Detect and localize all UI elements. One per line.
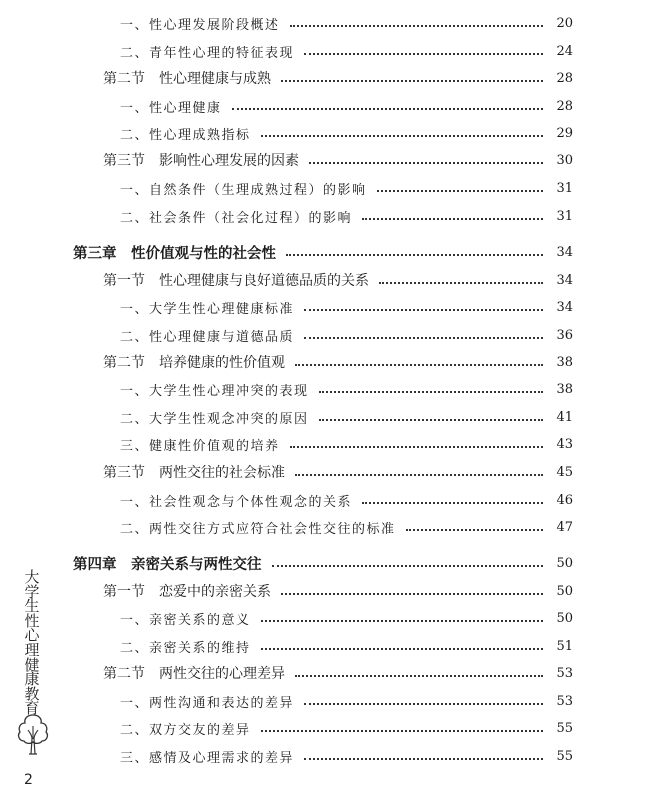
toc-entry-chapter bbox=[73, 241, 573, 263]
toc-page-number: 20 bbox=[556, 15, 573, 31]
toc-entry-subsection bbox=[120, 489, 573, 511]
toc-entry-title: 三、健康性价值观的培养 bbox=[120, 438, 280, 454]
toc-entry-subsection bbox=[120, 40, 573, 62]
toc-entry-subsection bbox=[120, 607, 573, 629]
toc-entry-title: 第三节 两性交往的社会标准 bbox=[103, 465, 285, 481]
toc-leader-dots bbox=[295, 474, 543, 476]
toc-entry-subsection bbox=[120, 717, 573, 739]
toc-entry-section bbox=[103, 662, 573, 684]
toc-entry-title: 二、两性交往方式应符合社会性交往的标准 bbox=[120, 521, 396, 537]
toc-leader-dots bbox=[232, 108, 543, 110]
book-title-char: 生 bbox=[24, 597, 40, 616]
book-title-char: 性 bbox=[24, 611, 40, 630]
toc-leader-dots bbox=[319, 391, 543, 393]
book-title-char: 学 bbox=[24, 582, 40, 601]
toc-entry-subsection bbox=[120, 122, 573, 144]
toc-leader-dots bbox=[261, 135, 543, 137]
toc-entry-subsection bbox=[120, 324, 573, 346]
toc-page-number: 51 bbox=[556, 638, 573, 654]
toc-entry-title: 一、大学生性心理健康标准 bbox=[120, 301, 295, 317]
toc-entry-title: 三、感情及心理需求的差异 bbox=[120, 750, 295, 766]
toc-entry-title: 一、性心理健康 bbox=[120, 100, 222, 116]
toc-leader-dots bbox=[295, 675, 543, 677]
toc-entry-title: 二、社会条件（社会化过程）的影响 bbox=[120, 210, 353, 226]
toc-page-number: 43 bbox=[556, 436, 573, 452]
toc-leader-dots bbox=[290, 25, 543, 27]
toc-entry-subsection bbox=[120, 690, 573, 712]
toc-page-number: 38 bbox=[556, 354, 573, 370]
toc-leader-dots bbox=[286, 254, 543, 256]
book-title-char: 理 bbox=[24, 640, 40, 659]
book-title-char: 心 bbox=[24, 626, 40, 645]
toc-entry-title: 第二节 培养健康的性价值观 bbox=[103, 355, 285, 371]
toc-entry-title: 二、双方交友的差异 bbox=[120, 722, 251, 738]
toc-entry-subsection bbox=[120, 95, 573, 117]
toc-entry-section bbox=[103, 580, 573, 602]
toc-entry-title: 第三章 性价值观与性的社会性 bbox=[73, 245, 276, 262]
toc-page-number: 50 bbox=[556, 610, 573, 626]
toc-page-number: 46 bbox=[556, 492, 573, 508]
toc-page-number: 47 bbox=[556, 519, 573, 535]
toc-leader-dots bbox=[272, 565, 544, 567]
toc-page-number: 53 bbox=[556, 693, 573, 709]
toc-entry-title: 一、自然条件（生理成熟过程）的影响 bbox=[120, 182, 367, 198]
toc-leader-dots bbox=[377, 190, 543, 192]
toc-page-number: 36 bbox=[556, 327, 573, 343]
toc-entry-title: 一、大学生性心理冲突的表现 bbox=[120, 383, 309, 399]
toc-leader-dots bbox=[261, 648, 543, 650]
toc-entry-title: 二、大学生性观念冲突的原因 bbox=[120, 411, 309, 427]
toc-entry-subsection bbox=[120, 12, 573, 34]
toc-entry-subsection bbox=[120, 205, 573, 227]
toc-page-number: 55 bbox=[556, 720, 573, 736]
toc-entry-subsection bbox=[120, 745, 573, 767]
toc-page-number: 24 bbox=[556, 43, 573, 59]
toc-page-number: 28 bbox=[556, 70, 573, 86]
toc-leader-dots bbox=[379, 282, 543, 284]
toc-leader-dots bbox=[304, 309, 543, 311]
toc-leader-dots bbox=[281, 80, 543, 82]
book-title-char: 育 bbox=[24, 699, 40, 718]
toc-leader-dots bbox=[406, 529, 543, 531]
toc-page-number: 53 bbox=[556, 665, 573, 681]
toc-entry-title: 第一节 恋爱中的亲密关系 bbox=[103, 584, 271, 600]
toc-page-number: 34 bbox=[556, 299, 573, 315]
toc-leader-dots bbox=[304, 758, 543, 760]
toc-page-number: 55 bbox=[556, 748, 573, 764]
toc-leader-dots bbox=[304, 53, 543, 55]
toc-page-number: 50 bbox=[556, 555, 573, 571]
toc-entry-chapter bbox=[73, 552, 573, 574]
toc-entry-subsection bbox=[120, 516, 573, 538]
toc-entry-subsection bbox=[120, 378, 573, 400]
toc-entry-section bbox=[103, 67, 573, 89]
toc-leader-dots bbox=[362, 502, 543, 504]
toc-page-number: 41 bbox=[556, 409, 573, 425]
toc-entry-title: 第二节 两性交往的心理差异 bbox=[103, 666, 285, 682]
book-title-char: 大 bbox=[24, 568, 40, 586]
toc-entry-title: 一、亲密关系的意义 bbox=[120, 612, 251, 628]
toc-entry-title: 一、两性沟通和表达的差异 bbox=[120, 695, 295, 711]
toc-leader-dots bbox=[261, 730, 543, 732]
toc-leader-dots bbox=[304, 703, 543, 705]
toc-page-number: 34 bbox=[556, 272, 573, 288]
toc-entry-title: 一、性心理发展阶段概述 bbox=[120, 17, 280, 33]
toc-entry-subsection bbox=[120, 296, 573, 318]
toc-page-number: 38 bbox=[556, 381, 573, 397]
page-number: 2 bbox=[24, 772, 33, 788]
toc-entry-subsection bbox=[120, 635, 573, 657]
toc-page-number: 31 bbox=[556, 180, 573, 196]
toc-leader-dots bbox=[319, 419, 543, 421]
toc-page-number: 29 bbox=[556, 125, 573, 141]
toc-entry-title: 第四章 亲密关系与两性交往 bbox=[73, 556, 262, 573]
toc-page-number: 31 bbox=[556, 208, 573, 224]
toc-entry-section bbox=[103, 269, 573, 291]
tree-logo-icon bbox=[16, 712, 50, 758]
book-title-char: 健 bbox=[24, 655, 40, 674]
toc-entry-title: 二、性心理健康与道德品质 bbox=[120, 329, 295, 345]
toc-leader-dots bbox=[309, 162, 543, 164]
toc-entry-title: 二、性心理成熟指标 bbox=[120, 127, 251, 143]
toc-leader-dots bbox=[362, 218, 543, 220]
book-title-vertical bbox=[22, 570, 42, 716]
toc-entry-title: 一、社会性观念与个体性观念的关系 bbox=[120, 494, 353, 510]
toc-leader-dots bbox=[304, 337, 543, 339]
toc-entry-section bbox=[103, 461, 573, 483]
book-title-char: 教 bbox=[24, 684, 40, 703]
toc-entry-title: 第二节 性心理健康与成熟 bbox=[103, 71, 271, 87]
toc-leader-dots bbox=[290, 446, 543, 448]
toc-leader-dots bbox=[261, 620, 543, 622]
toc-page-number: 34 bbox=[556, 244, 573, 260]
toc-leader-dots bbox=[281, 593, 543, 595]
toc-entry-title: 第三节 影响性心理发展的因素 bbox=[103, 153, 299, 169]
toc-entry-subsection bbox=[120, 433, 573, 455]
book-title-char: 康 bbox=[24, 670, 40, 689]
toc-entry-subsection bbox=[120, 406, 573, 428]
toc-entry-title: 二、亲密关系的维持 bbox=[120, 640, 251, 656]
toc-entry-title: 第一节 性心理健康与良好道德品质的关系 bbox=[103, 273, 369, 289]
toc-entry-title: 二、青年性心理的特征表现 bbox=[120, 45, 295, 61]
toc-page-number: 28 bbox=[556, 98, 573, 114]
toc-entry-section bbox=[103, 149, 573, 171]
toc-page-number: 30 bbox=[556, 152, 573, 168]
toc-entry-subsection bbox=[120, 177, 573, 199]
toc-page-number: 45 bbox=[556, 464, 573, 480]
toc-leader-dots bbox=[295, 364, 543, 366]
toc-page-number: 50 bbox=[556, 583, 573, 599]
toc-entry-section bbox=[103, 351, 573, 373]
